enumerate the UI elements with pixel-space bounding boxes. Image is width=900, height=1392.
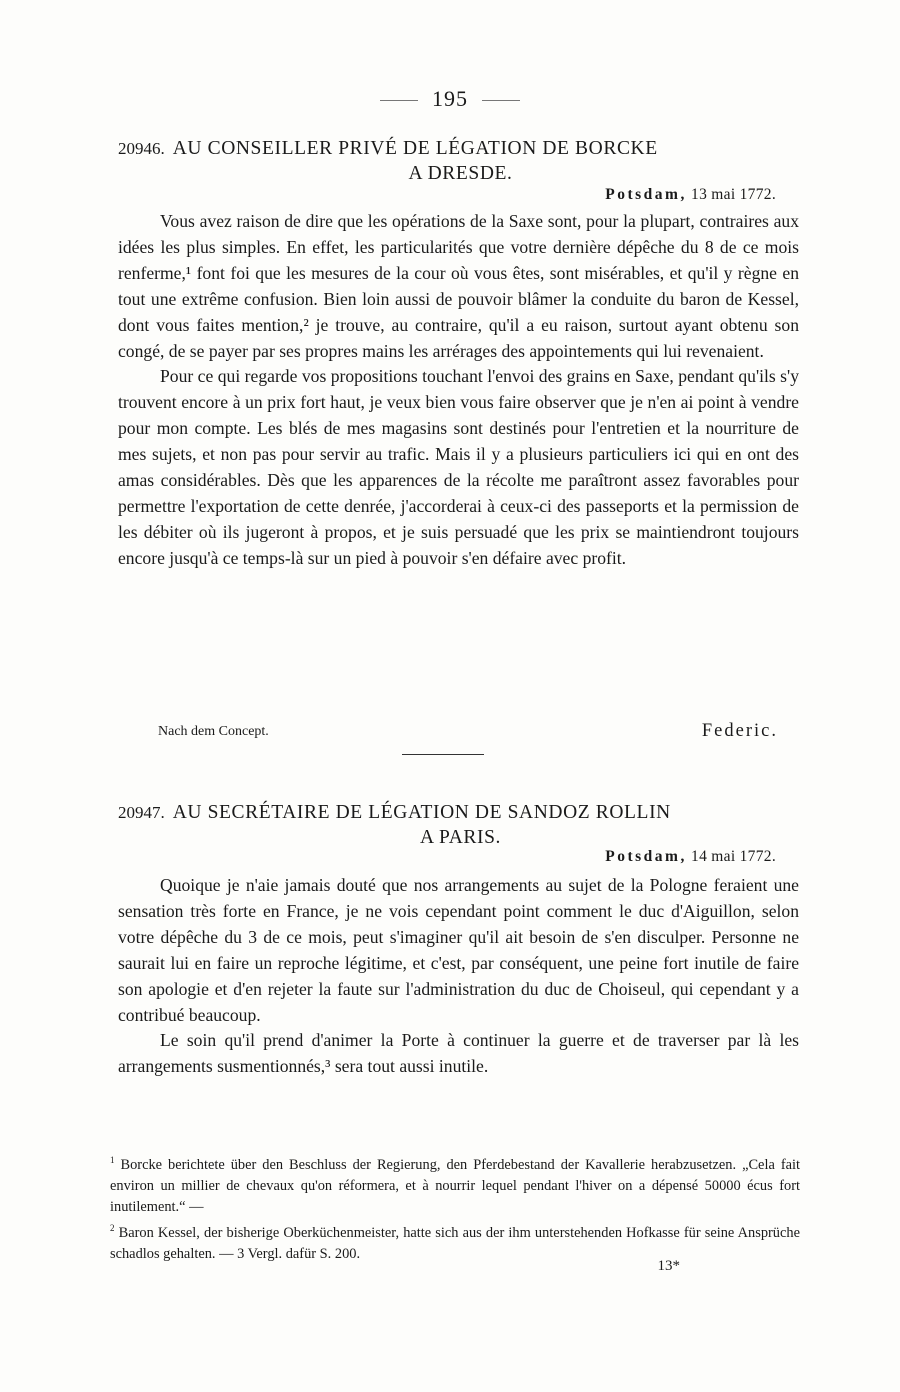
letter-number: 20946. [118, 139, 165, 158]
page-number-text: 195 [432, 86, 468, 111]
footnote-mark: 1 [110, 1155, 115, 1165]
place-date-1 [605, 186, 776, 204]
page-number [0, 86, 900, 112]
paragraph: Quoique je n'aie jamais douté que nos arrangements au sujet de la Pologne feraient une sensation très forte en France, je ne vois cependant point comment le duc d'Aiguillon, selon votre dépêche du 3 de ce mois, peut s'imaginer qu'il ait besoin de s'en disculper. Personne ne saurait lui en faire un reproche légitime, et c'est, par conséquent, une peine fort inutile de faire son apologie et d'en rejeter la faute sur l'administration du duc de Choiseul, qui cependant y a contribué beaucoup. [118, 875, 799, 1025]
letter-heading-1 [118, 136, 803, 186]
place-date-2 [605, 848, 776, 866]
paragraph: Pour ce qui regarde vos propositions touchant l'envoi des grains en Saxe, pendant qu'ils s'y trouvent encore à un prix fort haut, je veux bien vous faire observer que je n'en ai point à vendre pour mon compte. Les blés de mes magasins sont destinés pour l'entretien et la nourriture de mes sujets, et non pas pour servir au trafic. Mais il y a plusieurs particuliers ici qui en ont des amas considérables. Dès que les apparences de la récolte me paraîtront assez favorables pour permettre l'exportation de cette denrée, j'accorderai à ceux-ci des passeports et la permission de les débiter où ils jugeront à propos, et je suis persuadé que les prix se maintiendront toujours encore jusqu'à ce temps-là sur un pied à pouvoir s'en défaire avec profit. [118, 366, 799, 568]
footnote-text: Baron Kessel, der bisherige Oberküchenmeister, hatte sich aus der ihm unterstehenden Hofkasse für seine Ansprüche schadlos gehalten. — 3 Vergl. dafür S. 200. [110, 1224, 800, 1262]
date: 14 mai 1772. [691, 848, 776, 865]
source-signature-row [158, 721, 778, 741]
letter-heading-2 [118, 800, 803, 850]
heading-line-2: A PARIS. [419, 827, 502, 848]
footnote-mark: 2 [110, 1222, 115, 1233]
paragraph: Vous avez raison de dire que les opérations de la Saxe sont, pour la plupart, contraires aux idées les plus simples. En effet, les particularités que votre dernière dépêche du 8 de ce mois renferme,¹ font foi que les mesures de la cour où vous êtes, sont misérables, et qu'il y règne en tout une extrême confusion. Bien loin aussi de pouvoir blâmer la conduite du baron de Kessel, dont vous faites mention,² je trouve, au contraire, qu'il a eu raison, surtout ayant obtenu son congé, de se payer par ses propres mains les arrérages des appointements qui lui revenaient. [118, 211, 799, 361]
date: 13 mai 1772. [691, 186, 776, 203]
place: Potsdam, [605, 186, 687, 203]
source-note: Nach dem Concept. [158, 724, 269, 739]
footnote [110, 1150, 800, 1218]
place: Potsdam, [605, 848, 687, 865]
heading-line-2: A DRESDE. [408, 163, 513, 184]
heading-line-1: AU SECRÉTAIRE DE LÉGATION DE SANDOZ ROLLIN [172, 802, 671, 823]
letter-number: 20947. [118, 803, 165, 822]
paragraph: Le soin qu'il prend d'animer la Porte à continuer la guerre et de traverser par là les arrangements susmentionnés,³ sera tout aussi inutile. [118, 1030, 799, 1077]
rule-right [482, 100, 520, 101]
sheet-signature: 13* [657, 1258, 680, 1274]
signature: Federic. [701, 721, 778, 741]
footnotes [110, 1150, 800, 1265]
letter-body-2 [118, 873, 799, 1080]
footnote-text: Borcke berichtete über den Beschluss der Regierung, den Pferdebestand der Kavallerie herabzusetzen. „Cela fait environ un millier de chevaux qu'on réformera, et à nourrir lequel pendant l'hiver on a dépensé 50000 écus fort inutilement.“ — [110, 1156, 800, 1215]
heading-line-1: AU CONSEILLER PRIVÉ DE LÉGATION DE BORCKE [172, 138, 658, 159]
section-divider [402, 754, 484, 755]
letter-body-1 [118, 209, 799, 572]
footnote [110, 1218, 800, 1265]
rule-left [380, 100, 418, 101]
